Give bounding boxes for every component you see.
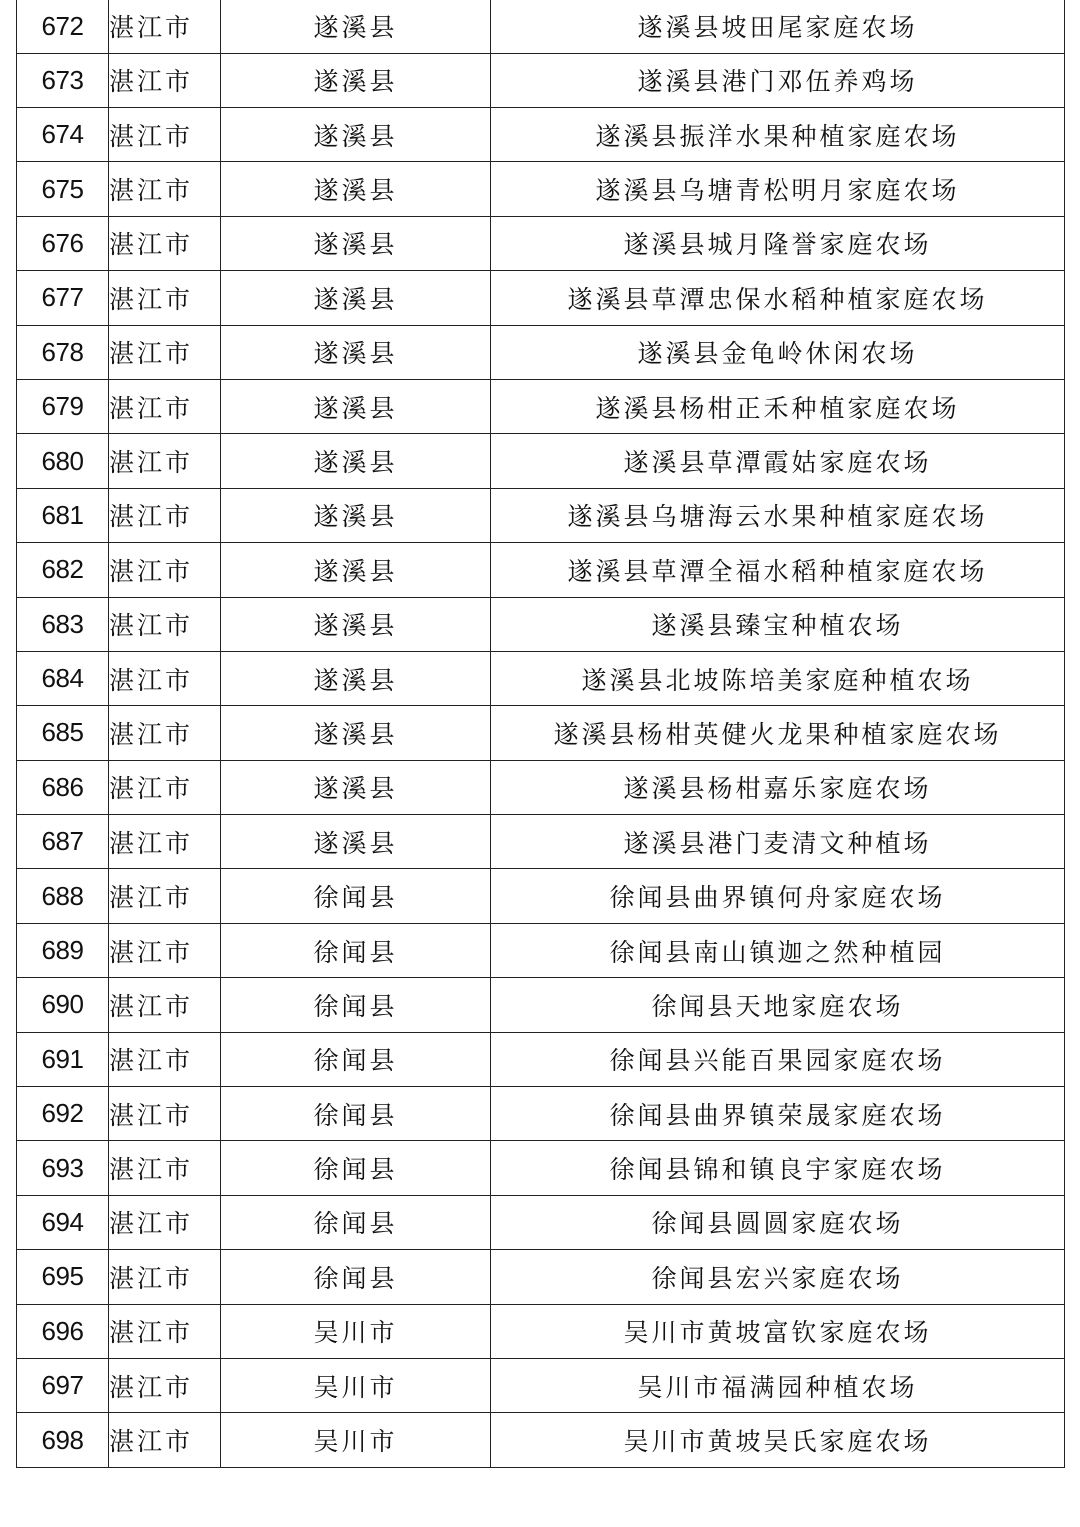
table-row: [17, 978, 1065, 1032]
farm-name-cell: 徐闻县曲界镇何舟家庭农场: [491, 869, 1065, 923]
city-cell: 湛江市: [109, 1358, 221, 1412]
table-row: [17, 760, 1065, 814]
table-row: [17, 216, 1065, 270]
county-cell: 徐闻县: [221, 1032, 491, 1086]
city-cell: 湛江市: [109, 1195, 221, 1249]
county-cell: 徐闻县: [221, 1250, 491, 1304]
farm-name-cell: 遂溪县杨柑嘉乐家庭农场: [491, 760, 1065, 814]
city-cell: 湛江市: [109, 760, 221, 814]
row-number: 694: [17, 1195, 109, 1249]
city-cell: 湛江市: [109, 978, 221, 1032]
farm-name-cell: 遂溪县港门麦清文种植场: [491, 815, 1065, 869]
row-number: 672: [17, 0, 109, 53]
city-cell: 湛江市: [109, 923, 221, 977]
farm-table: [16, 0, 1065, 1468]
county-cell: 遂溪县: [221, 488, 491, 542]
table-row: [17, 488, 1065, 542]
row-number: 677: [17, 271, 109, 325]
county-cell: 遂溪县: [221, 543, 491, 597]
farm-name-cell: 遂溪县北坡陈培美家庭种植农场: [491, 651, 1065, 705]
farm-name-cell: 徐闻县圆圆家庭农场: [491, 1195, 1065, 1249]
county-cell: 吴川市: [221, 1304, 491, 1358]
county-cell: 遂溪县: [221, 706, 491, 760]
county-cell: 遂溪县: [221, 271, 491, 325]
table-row: [17, 379, 1065, 433]
city-cell: 湛江市: [109, 1141, 221, 1195]
county-cell: 遂溪县: [221, 434, 491, 488]
county-cell: 遂溪县: [221, 0, 491, 53]
farm-name-cell: 遂溪县乌塘海云水果种植家庭农场: [491, 488, 1065, 542]
table-row: [17, 923, 1065, 977]
county-cell: 遂溪县: [221, 760, 491, 814]
row-number: 691: [17, 1032, 109, 1086]
table-row: [17, 162, 1065, 216]
table-row: [17, 869, 1065, 923]
county-cell: 徐闻县: [221, 923, 491, 977]
county-cell: 遂溪县: [221, 107, 491, 161]
city-cell: 湛江市: [109, 1304, 221, 1358]
farm-name-cell: 徐闻县天地家庭农场: [491, 978, 1065, 1032]
city-cell: 湛江市: [109, 379, 221, 433]
county-cell: 徐闻县: [221, 1141, 491, 1195]
row-number: 683: [17, 597, 109, 651]
county-cell: 吴川市: [221, 1413, 491, 1467]
row-number: 682: [17, 543, 109, 597]
city-cell: 湛江市: [109, 0, 221, 53]
farm-name-cell: 遂溪县金龟岭休闲农场: [491, 325, 1065, 379]
farm-name-cell: 遂溪县乌塘青松明月家庭农场: [491, 162, 1065, 216]
row-number: 675: [17, 162, 109, 216]
city-cell: 湛江市: [109, 488, 221, 542]
farm-name-cell: 吴川市黄坡富钦家庭农场: [491, 1304, 1065, 1358]
city-cell: 湛江市: [109, 325, 221, 379]
farm-name-cell: 徐闻县曲界镇荣晟家庭农场: [491, 1087, 1065, 1141]
farm-name-cell: 遂溪县坡田尾家庭农场: [491, 0, 1065, 53]
city-cell: 湛江市: [109, 271, 221, 325]
county-cell: 遂溪县: [221, 325, 491, 379]
farm-name-cell: 吴川市黄坡吴氏家庭农场: [491, 1413, 1065, 1467]
farm-name-cell: 遂溪县草潭忠保水稻种植家庭农场: [491, 271, 1065, 325]
row-number: 689: [17, 923, 109, 977]
county-cell: 遂溪县: [221, 379, 491, 433]
farm-name-cell: 遂溪县草潭全福水稻种植家庭农场: [491, 543, 1065, 597]
county-cell: 遂溪县: [221, 53, 491, 107]
county-cell: 徐闻县: [221, 978, 491, 1032]
farm-name-cell: 遂溪县振洋水果种植家庭农场: [491, 107, 1065, 161]
county-cell: 遂溪县: [221, 597, 491, 651]
row-number: 680: [17, 434, 109, 488]
row-number: 692: [17, 1087, 109, 1141]
table-row: [17, 706, 1065, 760]
county-cell: 遂溪县: [221, 162, 491, 216]
farm-name-cell: 徐闻县南山镇迦之然种植园: [491, 923, 1065, 977]
table-row: [17, 597, 1065, 651]
row-number: 674: [17, 107, 109, 161]
row-number: 678: [17, 325, 109, 379]
table-row: [17, 1413, 1065, 1467]
city-cell: 湛江市: [109, 1087, 221, 1141]
county-cell: 徐闻县: [221, 1087, 491, 1141]
farm-name-cell: 徐闻县锦和镇良宇家庭农场: [491, 1141, 1065, 1195]
farm-name-cell: 遂溪县港门邓伍养鸡场: [491, 53, 1065, 107]
row-number: 684: [17, 651, 109, 705]
table-row: [17, 0, 1065, 53]
farm-name-cell: 吴川市福满园种植农场: [491, 1358, 1065, 1412]
table-row: [17, 1358, 1065, 1412]
city-cell: 湛江市: [109, 1250, 221, 1304]
city-cell: 湛江市: [109, 706, 221, 760]
table-row: [17, 651, 1065, 705]
row-number: 673: [17, 53, 109, 107]
row-number: 686: [17, 760, 109, 814]
table-row: [17, 271, 1065, 325]
row-number: 687: [17, 815, 109, 869]
row-number: 679: [17, 379, 109, 433]
city-cell: 湛江市: [109, 543, 221, 597]
farm-name-cell: 遂溪县杨柑英健火龙果种植家庭农场: [491, 706, 1065, 760]
city-cell: 湛江市: [109, 434, 221, 488]
table-row: [17, 1250, 1065, 1304]
city-cell: 湛江市: [109, 216, 221, 270]
row-number: 698: [17, 1413, 109, 1467]
city-cell: 湛江市: [109, 1413, 221, 1467]
city-cell: 湛江市: [109, 869, 221, 923]
farm-name-cell: 遂溪县杨柑正禾种植家庭农场: [491, 379, 1065, 433]
table-row: [17, 1032, 1065, 1086]
row-number: 696: [17, 1304, 109, 1358]
row-number: 690: [17, 978, 109, 1032]
city-cell: 湛江市: [109, 53, 221, 107]
table-row: [17, 543, 1065, 597]
table-row: [17, 1087, 1065, 1141]
row-number: 695: [17, 1250, 109, 1304]
county-cell: 徐闻县: [221, 1195, 491, 1249]
farm-name-cell: 徐闻县兴能百果园家庭农场: [491, 1032, 1065, 1086]
table-row: [17, 1141, 1065, 1195]
city-cell: 湛江市: [109, 1032, 221, 1086]
table-row: [17, 434, 1065, 488]
city-cell: 湛江市: [109, 815, 221, 869]
county-cell: 遂溪县: [221, 216, 491, 270]
city-cell: 湛江市: [109, 162, 221, 216]
city-cell: 湛江市: [109, 107, 221, 161]
table-row: [17, 1304, 1065, 1358]
row-number: 693: [17, 1141, 109, 1195]
farm-name-cell: 徐闻县宏兴家庭农场: [491, 1250, 1065, 1304]
table-row: [17, 53, 1065, 107]
farm-name-cell: 遂溪县草潭霞姑家庭农场: [491, 434, 1065, 488]
table-row: [17, 815, 1065, 869]
table-row: [17, 1195, 1065, 1249]
farm-table-body: [17, 0, 1065, 1467]
farm-name-cell: 遂溪县城月隆誉家庭农场: [491, 216, 1065, 270]
row-number: 685: [17, 706, 109, 760]
county-cell: 遂溪县: [221, 651, 491, 705]
row-number: 681: [17, 488, 109, 542]
table-row: [17, 325, 1065, 379]
row-number: 688: [17, 869, 109, 923]
county-cell: 遂溪县: [221, 815, 491, 869]
table-row: [17, 107, 1065, 161]
farm-name-cell: 遂溪县臻宝种植农场: [491, 597, 1065, 651]
row-number: 697: [17, 1358, 109, 1412]
city-cell: 湛江市: [109, 651, 221, 705]
county-cell: 吴川市: [221, 1358, 491, 1412]
farm-list-sheet: [16, 0, 1064, 1468]
row-number: 676: [17, 216, 109, 270]
county-cell: 徐闻县: [221, 869, 491, 923]
city-cell: 湛江市: [109, 597, 221, 651]
